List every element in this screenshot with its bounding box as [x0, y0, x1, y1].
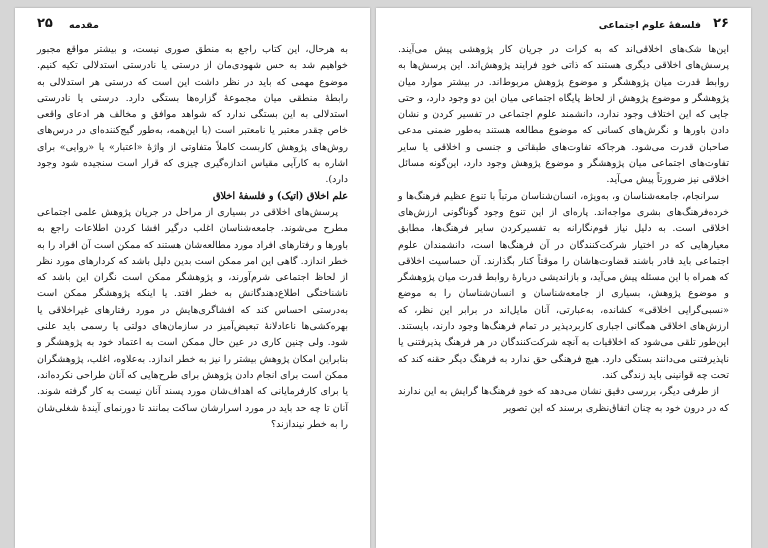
paragraph: به هرحال، این کتاب راجع به منطق صوری نیست، و بیشتر مواقع مجبور خواهیم شد به حس شهودی‌مان از درستی یا نادرستی استدلالی تکیه کنیم. موضوع مهمی که باید در نظر داشت این است که درستی هر استدلالی به رابطهٔ منطقی میان مجموعهٔ گزاره‌ها بستگی دارد. درستی یا نادرستی استدلالی به این بستگی ندارد که شواهد موافق و مخالف هر ادعای واقعی خاص چقدر معتبر یا نامعتبر است (با این‌همه، به‌طور گیج‌کننده‌ای در درس‌های روش‌های پژوهش کاربست کاملاً متفاوتی از واژهٔ «اعتبار» یا «روایی» برای اشاره به کارآیی مقیاس اندازه‌گیری چیزی که قرار است سنجیده شود وجود دارد).	[37, 44, 348, 186]
paragraph: این‌ها شک‌های اخلاقی‌اند که به کرات در جریان کار پژوهشی پیش می‌آیند. پرسش‌های اخلاقی دیگری هستند که ذاتی خودِ فرایند پژوهش‌اند. این پرسش‌ها به روابط قدرت میان پژوهشگر و موضوع پژوهش مربوط‌اند. در بیشتر موارد میان پژوهشگر و موضوع پژوهش از لحاظ پایگاه اجتماعی میان این دو وجود دارد، و حتی جایی که این اختلاف وجود ندارد، دانشمند علوم اجتماعی در تفسیر کردن و نشان دادن باورها و نگرش‌های کسانی که موضوع مطالعه هستند به‌طور ضمنی مدعی صاحبان قدرت می‌شود. هرجاکه تفاوت‌های طبقاتی و جنسی و اخلاقی یا سایر تفاوت‌های اجتماعی میان پژوهشگر و موضوع پژوهش وجود دارد، این‌گونه مسائل اخلاقی نیز ضرورتاً پیش می‌آید.	[398, 44, 729, 186]
page-number: ۲۵	[37, 16, 53, 31]
right-page	[376, 8, 751, 548]
paragraph: از طرفی دیگر، بررسی دقیق نشان می‌دهد که خودِ فرهنگ‌ها گرایش به این ندارند که در درون خود به چنان اتفاق‌نظری برسند که این تصویر	[398, 386, 729, 414]
running-head: مقدمه	[69, 20, 99, 31]
page-number: ۲۶	[713, 16, 729, 31]
right-page-header	[398, 18, 729, 34]
left-page	[15, 8, 370, 548]
left-page-body	[37, 42, 348, 433]
right-page-body	[398, 42, 729, 417]
paragraph: سرانجام، جامعه‌شناسان و، به‌ویژه، انسان‌شناسان مرتباً با تنوع عظیم فرهنگ‌ها و خرده‌فرهنگ‌های بشری مواجه‌اند. پاره‌ای از این تنوع وجود گوناگونی ارزش‌های اخلاقی است. به دلیل نیاز قوم‌نگارانه به تفسیرکردن سایر فرهنگ‌ها، مطابق معیارهایی که در اختیار شرکت‌کنندگان در آن فرهنگ‌ها است، دانشمندان علوم اجتماعی باید قادر باشند قضاوت‌هاشان را موقتاً کنار بگذارند. آن حساسیت اخلاقی که همراه با این مسئله پیش می‌آید، و بازاندیشی دربارهٔ روابط قدرت میان پژوهشگر و موضوع پژوهش، بسیاری از جامعه‌شناسان و انسان‌شناسان را به موضع «نسبی‌گرایی اخلاقی» کشانده، به‌عبارتی، آنان مایل‌اند در برابر این نظر، که ارزش‌های اخلاقی همگانی اجباری کاربردپذیر در تمام فرهنگ‌ها وجود دارند، بایستند. این‌طور تلقی می‌شود که اخلاقیات به آنچه شرکت‌کنندگان در هر فرهنگ پذیرفتنی یا ناپذیرفتنی می‌دانند بستگی دارد. هیچ فرهنگی حق ندارد به فرهنگ دیگر حقنه کند که تحت چه قوانینی باید زندگی کند.	[398, 190, 729, 381]
section-heading: علم اخلاق (اتیک) و فلسفهٔ اخلاق	[212, 190, 348, 202]
paragraph: پرسش‌های اخلاقی در بسیاری از مراحل در جریان پژوهش علمی اجتماعی مطرح می‌شوند. جامعه‌شناسان اغلب درگیر افشا کردن اطلاعات راجع به باورها و رفتارهای افراد مورد مطالعه‌شان هستند که ممکن است آن افراد را به خطر اندازد. گاهی این امر ممکن است بدین دلیل باشد که کردارهای مورد نظر از لحاظ اجتماعی شرم‌آورند، و پژوهشگر ممکن است نگران این باشد که ناشناختگی اطلاع‌دهندگانش به خطر افتد. یا اینکه پژوهشگر ممکن است به‌درستی احساس کند که افشاگری‌هایش در مورد رفتارهای غیراخلاقی یا بهره‌کشی‌ها ناعادلانهٔ تبعیض‌آمیز در سازمان‌های دولتی یا رسمی باید علنی شود. ولی چنین کاری در عین حال ممکن است به اعتماد خود به پژوهشگر و بنابراین امکان پژوهش بیشتر را نیز به خطر اندازد. به‌علاوه، اغلب، پژوهشگران ممکن است برای انجام دادن پژوهش برای طرح‌هایی که آنان طراحی نکرده‌اند، یا برای کارفرمایانی که اهداف‌شان مورد پسند آنان نیست به کار گرفته شوند. آنان تا چه حد باید در مورد اسرارشان ساکت بمانند تا دورنمای آیندهٔ شغلی‌شان را به خطر نیندازند؟	[37, 206, 348, 430]
left-page-header	[37, 18, 348, 34]
running-head: فلسفهٔ علوم اجتماعی	[598, 20, 701, 31]
